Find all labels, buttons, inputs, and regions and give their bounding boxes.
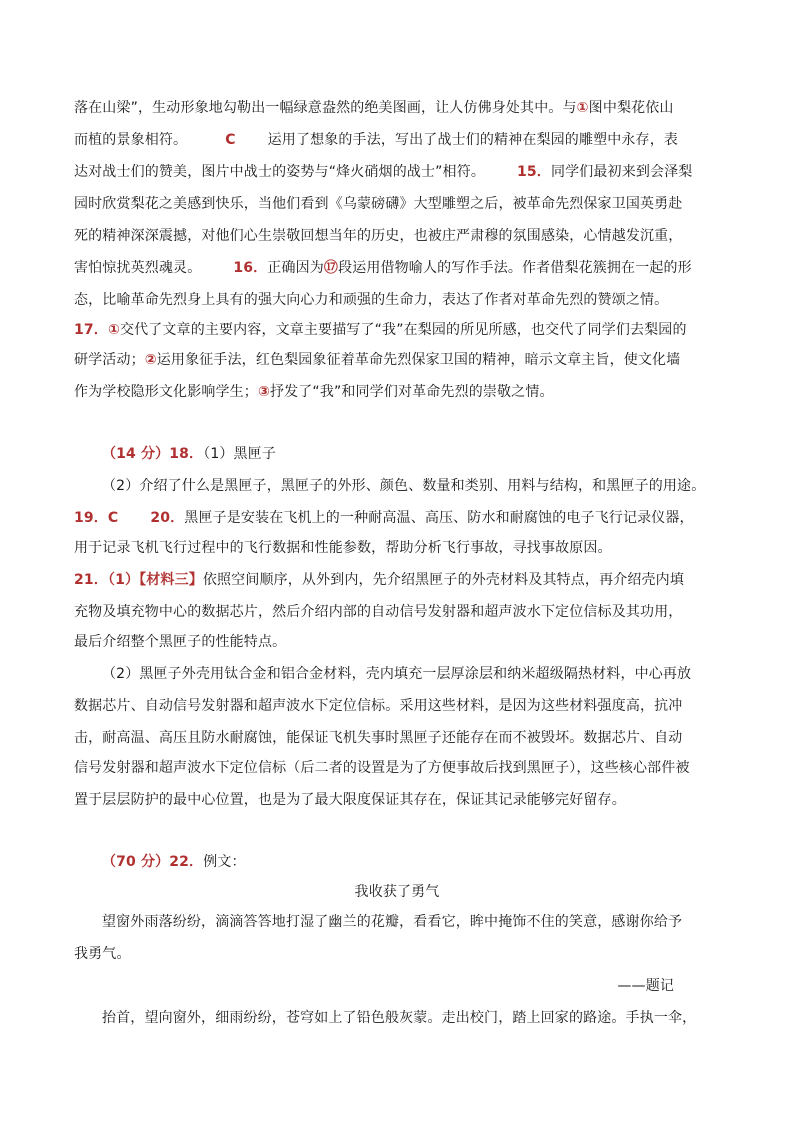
question-number: 21．（1）【材料三】 [74, 572, 203, 588]
text-line: 最后介绍整个黑匣子的性能特点。 [74, 634, 287, 650]
text-line: （2）黑匣子外壳用钛合金和铝合金材料，壳内填充一层厚涂层和纳米超级隔热材料，中心再放 [102, 666, 692, 682]
text-line: （70 分）22．例文： [102, 854, 246, 870]
text-line: 作为学校隐形文化影响学生；③抒发了“我”和同学们对革命先烈的崇敬之情。 [74, 384, 554, 400]
text-line: 19．C 20．黑匣子是安装在飞机上的一种耐高温、高压、防水和耐腐蚀的电子飞行记录仪器， [74, 510, 694, 526]
circled-number: ① [576, 100, 589, 116]
score-label: （70 分）22． [102, 854, 204, 870]
text-line: 害怕惊扰英烈魂灵。 16．正确因为⑰段运用借物喻人的写作手法。作者借梨花簇拥在一起的形 [74, 260, 692, 276]
text-line: 数据芯片、自动信号发射器和超声波水下定位信标。采用这些材料，是因为这些材料强度高，抗冲 [74, 698, 683, 714]
text-line: 研学活动；②运用象征手法，红色梨园象征着革命先烈保家卫国的精神，暗示文章主旨，使文化墙 [74, 352, 681, 368]
text-line: 望窗外雨落纷纷，滴滴答答地打湿了幽兰的花瓣，看看它，眸中掩饰不住的笑意，感谢你给予 [102, 914, 683, 930]
answer-label: C [225, 132, 236, 148]
epigraph-label: ——题记 [617, 978, 674, 994]
question-number: 15． [517, 164, 551, 180]
circled-number: ③ [257, 384, 270, 400]
text-line: 置于层层防护的最中心位置，也是为了最大限度保证其存在，保证其记录能够完好留存。 [74, 792, 626, 808]
text-line: 击，耐高温、高压且防水耐腐蚀，能保证飞机失事时黑匣子还能存在而不被毁坏。数据芯片、自动 [74, 730, 683, 746]
circled-number: ① [107, 322, 120, 338]
text-line: 21．（1）【材料三】依照空间顺序，从外到内，先介绍黑匣子的外壳材料及其特点，再介绍壳内填 [74, 572, 684, 588]
text-line: 17．①交代了文章的主要内容，文章主要描写了“我”在梨园的所见所感，也交代了同学们去梨园的 [74, 322, 687, 338]
question-number: 17． [74, 322, 108, 338]
text-line: 用于记录飞机飞行过程中的飞行数据和性能参数，帮助分析飞行事故，寻找事故原因。 [74, 540, 612, 556]
text-line: 达对战士们的赞美，图片中战士的姿势与“烽火硝烟的战士”相符。 15．同学们最初来到会泽梨 [74, 164, 693, 180]
text-line: 园时欣赏梨花之美感到快乐，当他们看到《乌蒙磅礴》大型雕塑之后，被革命先烈保家卫国英勇赴 [74, 196, 683, 212]
text-line: （14 分）18．（1）黑匣子 [102, 446, 277, 462]
essay-title: 我收获了勇气 [354, 884, 440, 900]
text-line: 抬首，望向窗外，细雨纷纷，苍穹如上了铅色般灰蒙。走出校门，踏上回家的路途。手执一伞， [102, 1010, 697, 1026]
question-number: 16． [233, 260, 268, 276]
text-line: 落在山梁”，生动形象地勾勒出一幅绿意盎然的绝美图画，让人仿佛身处其中。与①图中梨花依山 [74, 100, 674, 116]
text-line: 而植的景象相符。 C 运用了想象的手法，写出了战士们的精神在梨园的雕塑中永存，表 [74, 132, 678, 148]
text-line: 我勇气。 [74, 946, 131, 962]
text-line: 信号发射器和超声波水下定位信标（后二者的设置是为了方便事故后找到黑匣子），这些核心部件被 [74, 760, 690, 776]
question-number: 19．C [74, 510, 119, 526]
score-label: （14 分）18． [102, 446, 204, 462]
text-line: （2）介绍了什么是黑匣子，黑匣子的外形、颜色、数量和类别、用料与结构，和黑匣子的用途。 [102, 478, 706, 494]
circled-number: ⑰ [323, 260, 339, 276]
circled-number: ② [144, 352, 157, 368]
text-line: 死的精神深深震撼，对他们心生崇敬回想当年的历史，也被庄严肃穆的氛围感染，心情越发沉重， [74, 228, 683, 244]
text-line: 充物及填充物中心的数据芯片，然后介绍内部的自动信号发射器和超声波水下定位信标及其功用， [74, 604, 683, 620]
question-number: 20． [150, 510, 185, 526]
text-line: 态，比喻革命先烈身上具有的强大向心力和顽强的生命力，表达了作者对革命先烈的赞颂之情。 [74, 292, 669, 308]
